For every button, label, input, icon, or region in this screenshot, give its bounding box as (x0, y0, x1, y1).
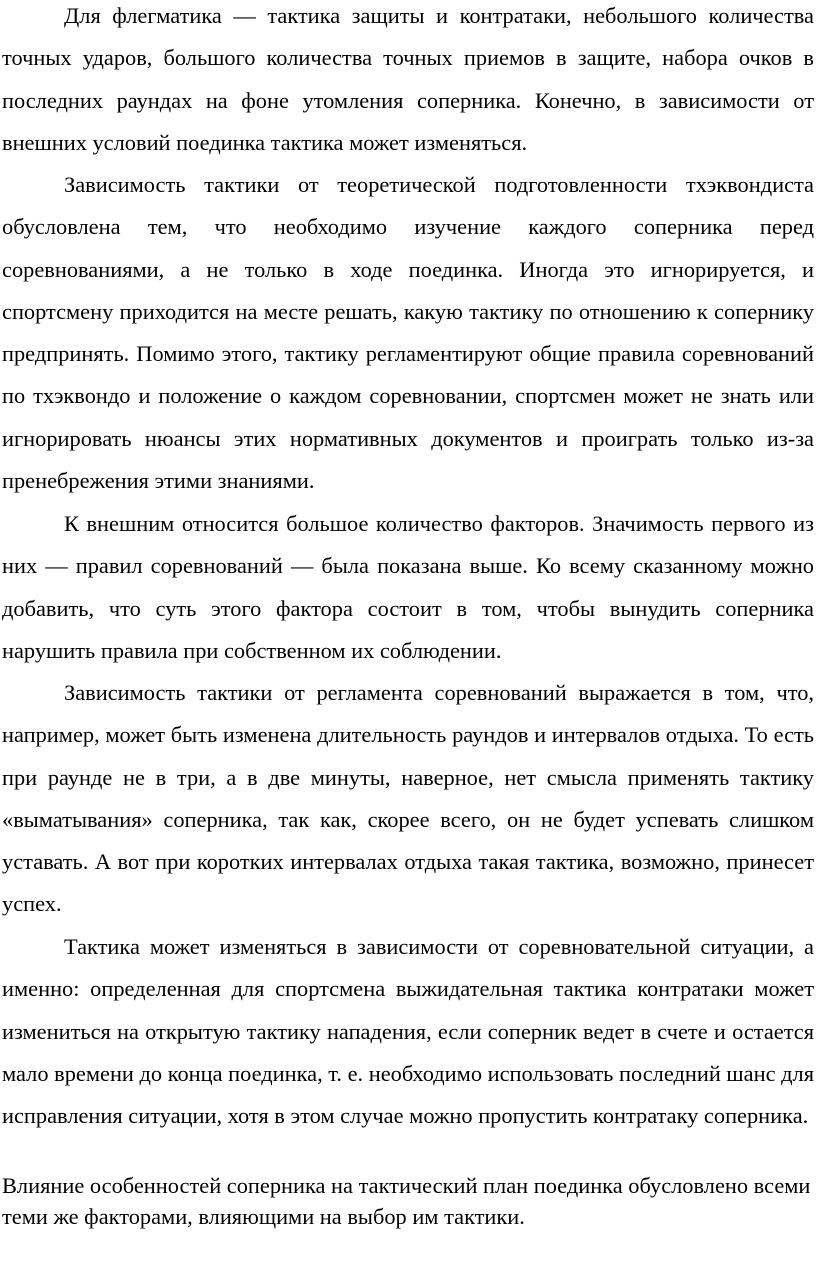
paragraph-1: Для флегматика — тактика защиты и контратаки, небольшого количества точных ударов, большого количества точных приемов в защите, набора очков в последних раундах на фоне утомления соперника. Конечно, в зависимости от внешних условий поединка тактика может изменяться. (2, 3, 814, 155)
paragraph-2: Зависимость тактики от теоретической подготовленности тхэквондиста обусловлена тем, что необходимо изучение каждого соперника перед соревнованиями, а не только в ходе поединка. Иногда это игнорируется, и спортсмену приходится на месте решать, какую тактику по отношению к сопернику предпринять. Помимо этого, тактику регламентируют общие правила соревнований по тхэквондо и положение о каждом соревновании, спортсмен может не знать или игнорировать нюансы этих нормативных документов и проиграть только из-за пренебрежения этими знаниями. (2, 172, 814, 494)
paragraph-3: К внешним относится большое количество факторов. Значимость первого из них — правил соревнований — была показана выше. Ко всему сказанному можно добавить, что суть этого фактора состоит в том, чтобы вынудить соперника нарушить правила при собственном их соблюдении. (2, 511, 814, 663)
paragraph-6: Влияние особенностей соперника на тактический план поединка обусловлено всеми теми же факторами, влияющими на выбор им тактики. (2, 1173, 811, 1229)
paragraph-4: Зависимость тактики от регламента соревнований выражается в том, что, например, может быть изменена длительность раундов и интервалов отдыха. То есть при раунде не в три, а в две минуты, наверное, нет смысла применять тактику «выматывания» соперника, так как, скорее всего, он не будет успевать слишком уставать. А вот при коротких интервалах отдыха такая тактика, возможно, принесет успех. (2, 680, 814, 917)
paragraph-5: Тактика может изменяться в зависимости от соревновательной ситуации, а именно: определенная для спортсмена выжидательная тактика контратаки может измениться на открытую тактику нападения, если соперник ведет в счете и остается мало времени до конца поединка, т. е. необходимо использовать последний шанс для исправления ситуации, хотя в этом случае можно пропустить контратаку соперника. (2, 934, 814, 1129)
